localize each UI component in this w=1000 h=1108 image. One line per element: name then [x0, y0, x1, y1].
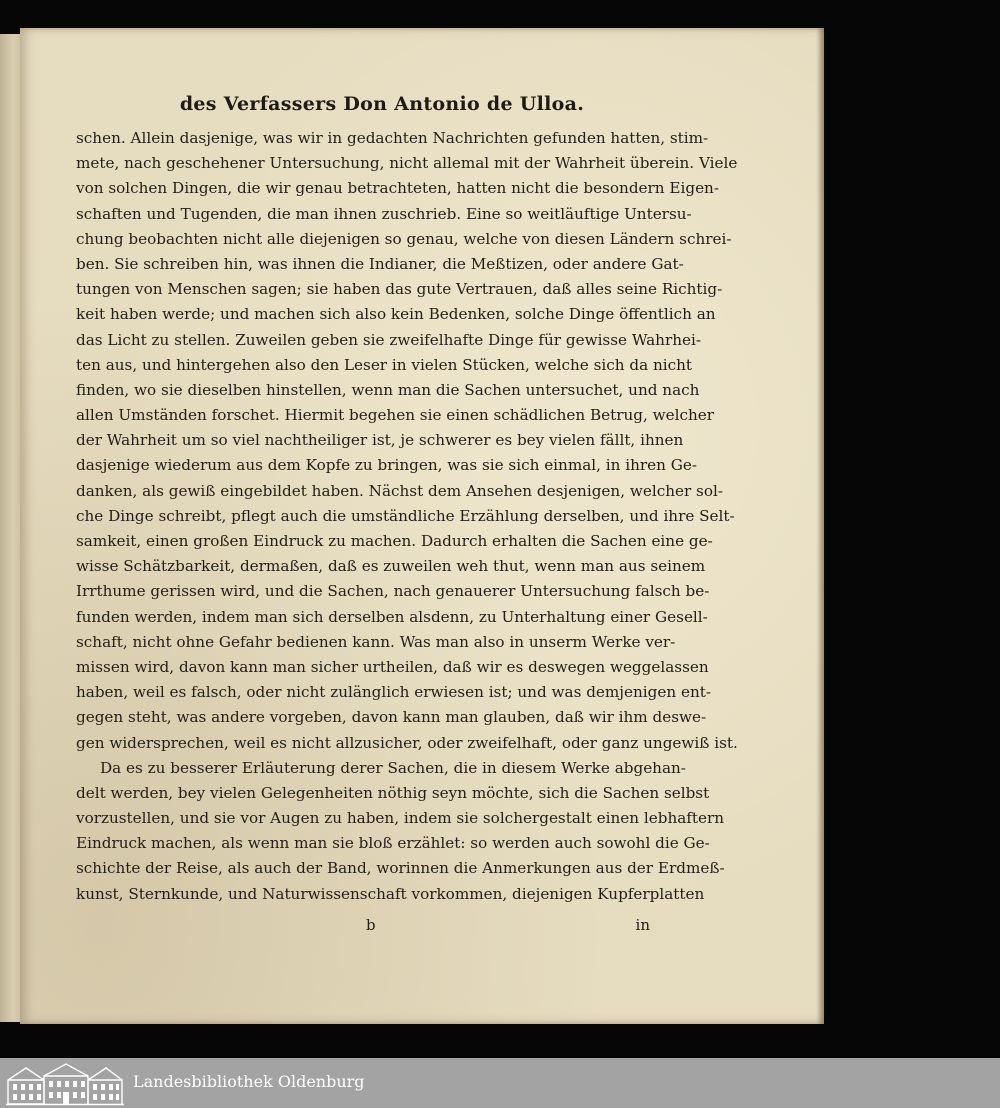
text-line: haben, weil es falsch, oder nicht zulänglich erwiesen ist; und was demjenigen ent-	[76, 683, 711, 702]
text-line: finden, wo sie dieselben hinstellen, wenn man die Sachen untersuchet, und nach	[76, 380, 700, 399]
text-line: dasjenige wiederum aus dem Kopfe zu bringen, was sie sich einmal, in ihren Ge-	[76, 456, 698, 475]
text-line: schichte der Reise, als auch der Band, worinnen die Anmerkungen aus der Erdmeß-	[76, 859, 725, 878]
text-line: ten aus, und hintergehen also den Leser in vielen Stücken, welche sich da nicht	[76, 355, 693, 374]
paragraph-first-line: Da es zu besserer Erläuterung derer Sachen, die in diesem Werke abgehan-	[100, 758, 686, 777]
text-line: gen widersprechen, weil es nicht allzusicher, oder zweifelhaft, oder ganz ungewiß ist.	[76, 733, 738, 752]
text-line: von solchen Dingen, die wir genau betrachteten, hatten nicht die besondern Eigen-	[76, 179, 719, 198]
book-page	[20, 28, 824, 1024]
text-line: che Dinge schreibt, pflegt auch die umständliche Erzählung derselben, und ihre Selt-	[76, 506, 735, 525]
library-footer-bar	[0, 1058, 1000, 1108]
text-line: Eindruck machen, als wenn man sie bloß erzählet: so werden auch sowohl die Ge-	[76, 834, 710, 853]
text-line: vorzustellen, und sie vor Augen zu haben, indem sie solchergestalt einen lebhaftern	[76, 809, 725, 828]
text-line: mete, nach geschehener Untersuchung, nicht allemal mit der Wahrheit überein. Viele	[76, 154, 738, 173]
text-line: gegen steht, was andere vorgeben, davon kann man glauben, daß wir ihm deswe-	[76, 708, 707, 727]
text-line: wisse Schätzbarkeit, dermaßen, daß es zuweilen weh thut, wenn man aus seinem	[76, 557, 706, 576]
text-line: kunst, Sternkunde, und Naturwissenschaft vorkommen, diejenigen Kupferplatten	[76, 884, 705, 903]
text-line: missen wird, davon kann man sicher urtheilen, daß wir es deswegen weggelassen	[76, 657, 709, 676]
library-building-logo-icon	[6, 1060, 124, 1106]
text-line: der Wahrheit um so viel nachtheiliger ist, je schwerer es bey vielen fällt, ihnen	[76, 431, 684, 450]
text-line: das Licht zu stellen. Zuweilen geben sie zweifelhafte Dinge für gewisse Wahrhei-	[76, 330, 701, 349]
text-line: allen Umständen forschet. Hiermit begehen sie einen schädlichen Betrug, welcher	[76, 406, 715, 425]
text-line: samkeit, einen großen Eindruck zu machen. Dadurch erhalten die Sachen eine ge-	[76, 532, 713, 550]
text-line: chung beobachten nicht alle diejenigen so genau, welche von diesen Ländern schrei-	[76, 229, 732, 248]
text-line: keit haben werde; und machen sich also kein Bedenken, solche Dinge öffentlich an	[76, 305, 716, 324]
body-text	[76, 126, 738, 907]
text-line: ben. Sie schreiben hin, was ihnen die Indianer, die Meßtizen, oder andere Gat-	[76, 254, 684, 273]
catchword: in	[635, 916, 650, 934]
text-line: schaften und Tugenden, die man ihnen zuschrieb. Eine so weitläuftige Untersu-	[76, 204, 692, 223]
text-line: danken, als gewiß eingebildet haben. Nächst dem Ansehen desjenigen, welcher sol-	[76, 481, 723, 500]
text-line: funden werden, indem man sich derselben alsdenn, zu Unterhaltung einer Gesell-	[76, 607, 708, 626]
text-line: delt werden, bey vielen Gelegenheiten nöthig seyn möchte, sich die Sachen selbst	[76, 783, 710, 802]
text-line: tungen von Menschen sagen; sie haben das gute Vertrauen, daß alles seine Richtig-	[76, 280, 723, 299]
text-line: Irrthume gerissen wird, und die Sachen, nach genauerer Untersuchung falsch be-	[76, 582, 710, 601]
library-name: Landesbibliothek Oldenburg	[133, 1072, 365, 1091]
signature-mark: b	[366, 916, 376, 934]
page-footer	[76, 916, 656, 942]
page-fold-shadow	[816, 28, 824, 1024]
text-line: schen. Allein dasjenige, was wir in gedachten Nachrichten gefunden hatten, stim-	[76, 129, 709, 147]
text-line: schaft, nicht ohne Gefahr bedienen kann. Was man also in unserm Werke ver-	[76, 632, 676, 651]
running-head: des Verfassers Don Antonio de Ulloa.	[179, 93, 585, 115]
